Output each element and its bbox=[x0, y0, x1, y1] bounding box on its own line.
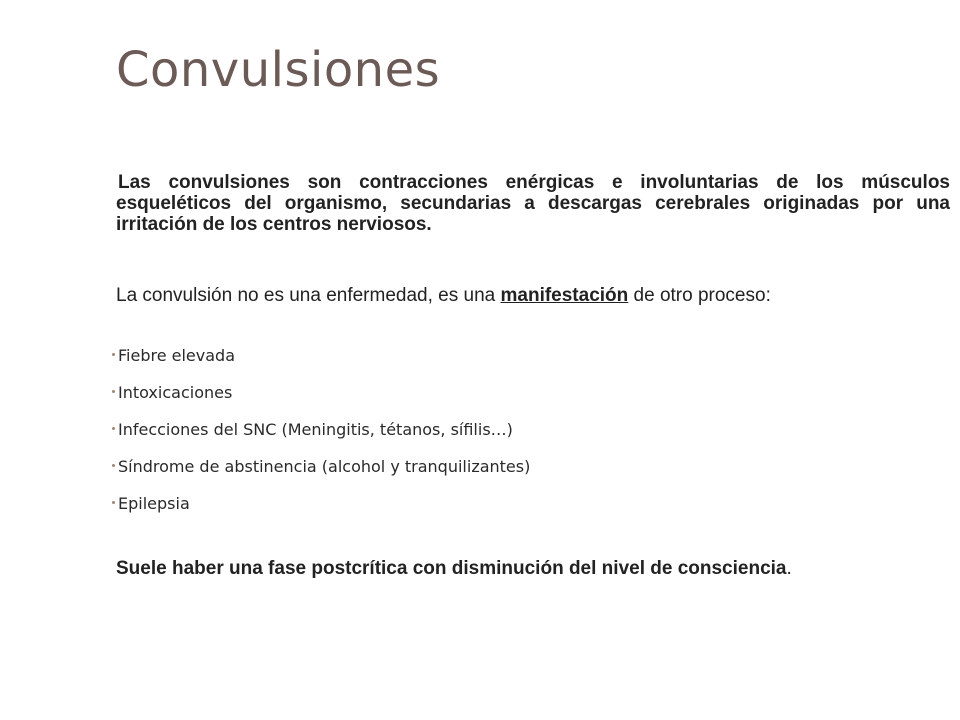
postictal-text: Suele haber una fase postcrítica con disminución del nivel de consciencia bbox=[116, 558, 787, 579]
bullet-dot-icon bbox=[112, 353, 115, 356]
manifestation-text-after: de otro proceso: bbox=[628, 285, 771, 306]
slide-title: Convulsiones bbox=[116, 42, 441, 98]
manifestation-highlight: manifestación bbox=[500, 285, 629, 306]
list-item-text: Intoxicaciones bbox=[118, 383, 233, 402]
bullet-dot-icon bbox=[112, 501, 115, 504]
list-item-text: Fiebre elevada bbox=[118, 346, 236, 365]
list-item bbox=[112, 492, 530, 529]
manifestation-paragraph bbox=[116, 284, 950, 308]
bullet-dot-icon bbox=[112, 427, 115, 430]
definition-paragraph: Las convulsiones son contracciones enérgicas e involuntarias de los músculos esqueléticos del organismo, secundarias a descargas cerebrales originadas por una irritación de los centros nerviosos. bbox=[116, 172, 950, 235]
manifestation-text-before: La convulsión no es una enfermedad, es una bbox=[116, 285, 501, 306]
bullet-dot-icon bbox=[112, 464, 115, 467]
list-item-text: Infecciones del SNC (Meningitis, tétanos, sífilis…) bbox=[118, 420, 513, 439]
list-item bbox=[112, 455, 530, 492]
list-item bbox=[112, 344, 530, 381]
list-item bbox=[112, 418, 530, 455]
bullet-dot-icon bbox=[112, 390, 115, 393]
list-item-text: Síndrome de abstinencia (alcohol y tranquilizantes) bbox=[118, 457, 531, 476]
list-item bbox=[112, 381, 530, 418]
list-item-text: Epilepsia bbox=[118, 494, 190, 513]
postictal-paragraph bbox=[116, 558, 896, 580]
causes-list bbox=[112, 344, 530, 529]
postictal-period: . bbox=[786, 558, 792, 579]
